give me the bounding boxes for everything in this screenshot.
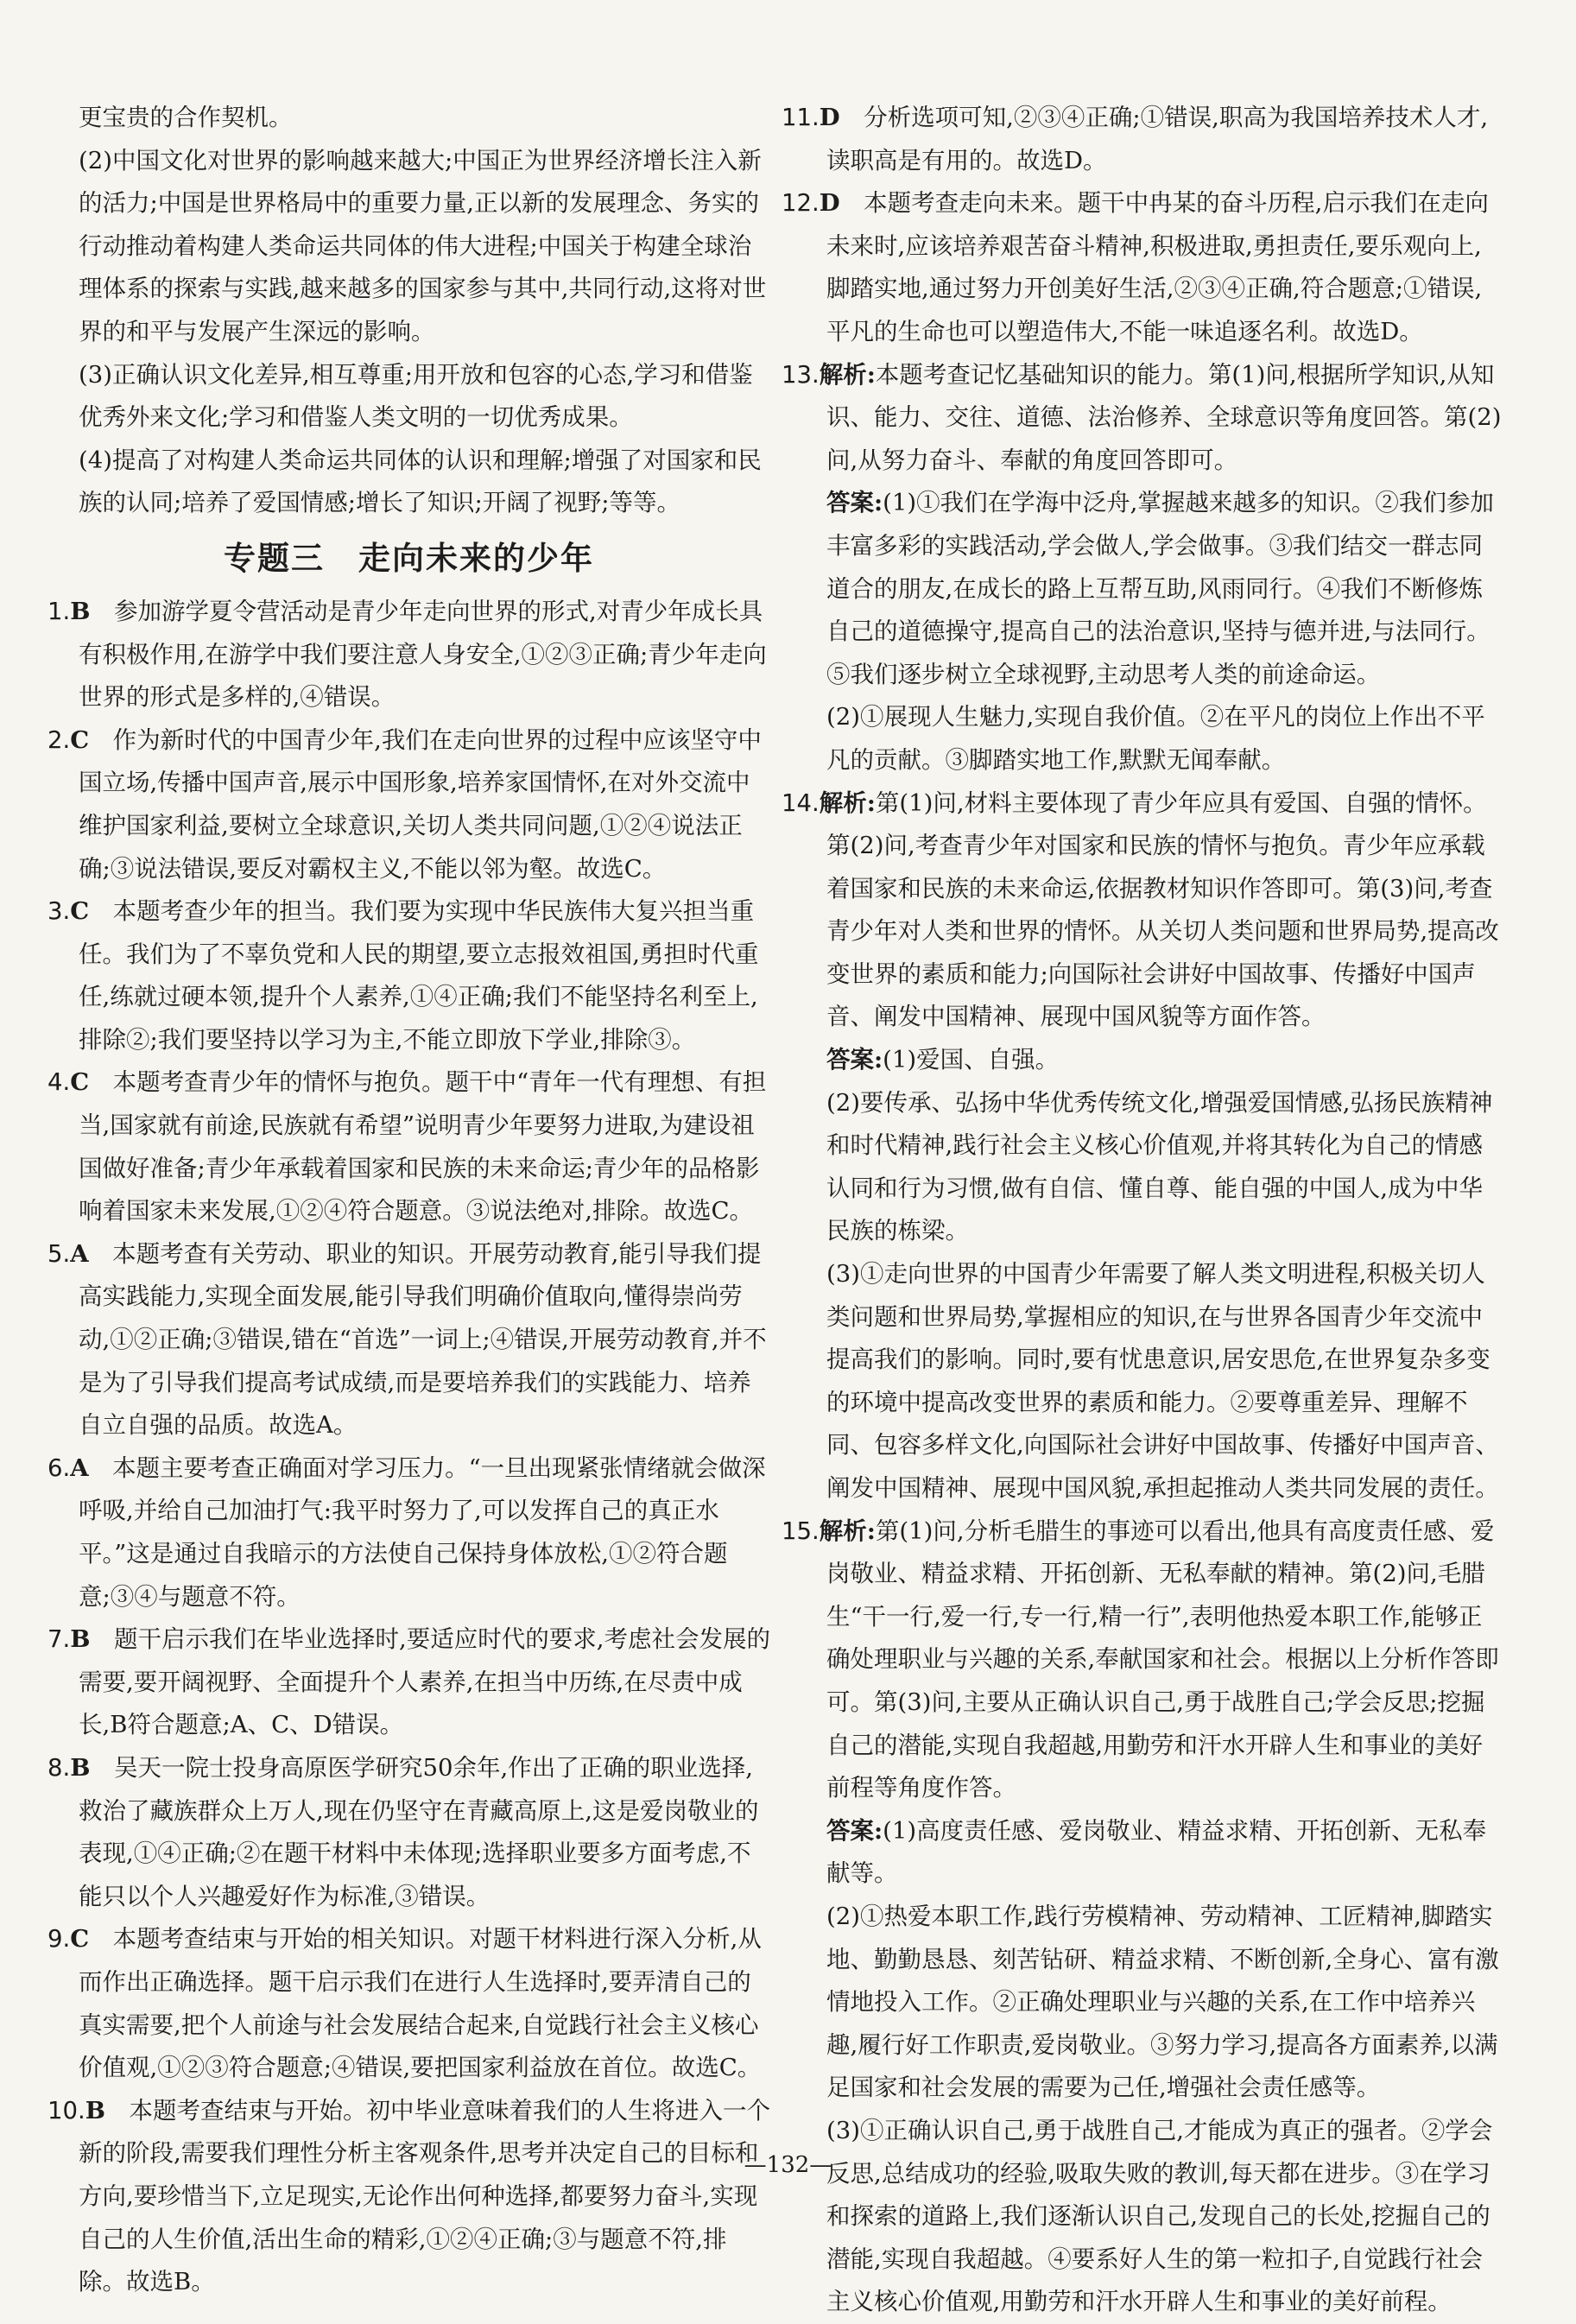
question-1: [47, 591, 770, 719]
answer-letter: B: [70, 1625, 91, 1654]
question-11: [782, 97, 1503, 182]
intro-continuation: 更宝贵的合作契机。: [79, 104, 293, 131]
question-number: 14.: [782, 788, 820, 817]
answer-letter: C: [70, 1925, 90, 1954]
question-14-answer-part: (2)要传承、弘扬中华优秀传统文化,增强爱国情感,弘扬民族精神和时代精神,践行社会主义核心价值观,并将其转化为自己的情感认同和行为习惯,做有自信、懂自尊、能自强的中国人,成为中华民族的栋梁。: [826, 1088, 1493, 1245]
analysis-text: 第(1)问,分析毛腊生的事迹可以看出,他具有高度责任感、爱岗敬业、精益求精、开拓创新、无私奉献的精神。第(2)问,毛腊生“干一行,爱一行,专一行,精一行”,表明他热爱本职工作,能够正确处理职业与兴趣的关系,奉献国家和社会。根据以上分析作答即可。第(3)问,主要从正确认识自己,勇于战胜自己;学会反思;挖掘自己的潜能,实现自我超越,用勤劳和汗水开辟人生和事业的美好前程等角度作答。: [826, 1517, 1499, 1802]
question-2: [47, 719, 770, 890]
question-15-answer-part: (2)①热爱本职工作,践行劳模精神、劳动精神、工匠精神,脚踏实地、勤勤恳恳、刻苦钻研、精益求精、不断创新,全身心、富有激情地投入工作。②正确处理职业与兴趣的关系,在工作中培养兴趣,履行好工作职责,爱岗敬业。③努力学习,提高各方面素养,以满足国家和社会发展的需要为己任,增强社会责任感等。: [826, 1902, 1499, 2102]
question-number: 9.: [47, 1925, 71, 1954]
left-column: [47, 97, 770, 2304]
question-text: 本题考查青少年的情怀与抱负。题干中“青年一代有理想、有担当,国家就有前途,民族就有希望”说明青少年要努力进取,为建设祖国做好准备;青少年承载着国家和民族的未来命运;青少年的品格影响着国家未来发展,①②④符合题意。③说法绝对,排除。故选C。: [79, 1068, 767, 1225]
intro-item-4: (4)提高了对构建人类命运共同体的认识和理解;增强了对国家和民族的认同;培养了爱国情感;增长了知识;开阔了视野;等等。: [79, 446, 762, 517]
question-number: 6.: [47, 1453, 71, 1482]
question-text: 本题考查有关劳动、职业的知识。开展劳动教育,能引导我们提高实践能力,实现全面发展,能引导我们明确价值取向,懂得崇尚劳动,①②正确;③错误,错在“首选”一词上;④错误,开展劳动教育,并不是为了引导我们提高考试成绩,而是要培养我们的实践能力、培养自立自强的品质。故选A。: [79, 1239, 767, 1440]
question-text: 本题主要考查正确面对学习压力。“一旦出现紧张情绪就会做深呼吸,并给自己加油打气:我平时努力了,可以发挥自己的真正水平。”这是通过自我暗示的方法使自己保持身体放松,①②符合题意;③④与题意不符。: [79, 1453, 766, 1611]
question-text: 作为新时代的中国青少年,我们在走向世界的过程中应该坚守中国立场,传播中国声音,展示中国形象,培养家国情怀,在对外交流中维护国家利益,要树立全球意识,关切人类共同问题,①②④说法正确;③说法错误,要反对霸权主义,不能以邻为壑。故选C。: [79, 725, 762, 883]
question-9: [47, 1918, 770, 2089]
question-number: 1.: [47, 597, 71, 625]
answer-label: 答案:: [826, 1816, 883, 1845]
answer-letter: C: [70, 897, 90, 926]
question-15-analysis: [782, 1510, 1503, 1810]
question-4: [47, 1061, 770, 1232]
analysis-label: 解析:: [819, 1517, 876, 1545]
question-14-analysis: [782, 782, 1503, 1040]
question-number: 11.: [782, 104, 820, 131]
question-text: 吴天一院士投身高原医学研究50余年,作出了正确的职业选择,救治了藏族群众上万人,现在仍坚守在青藏高原上,这是爱岗敬业的表现,①④正确;②在题干材料中未体现;选择职业要多方面考虑,不能只以个人兴趣爱好作为标准,③错误。: [79, 1753, 759, 1910]
answer-text: (1)高度责任感、爱岗敬业、精益求精、开拓创新、无私奉献等。: [826, 1816, 1487, 1888]
answer-letter: C: [70, 725, 90, 754]
answer-letter: D: [819, 189, 840, 218]
question-10: [47, 2090, 770, 2304]
question-text: 本题考查少年的担当。我们要为实现中华民族伟大复兴担当重任。我们为了不辜负党和人民的期望,要立志报效祖国,勇担时代重任,练就过硬本领,提升个人素养,①④正确;我们不能坚持名利至上,排除②;我们要坚持以学习为主,不能立即放下学业,排除③。: [79, 897, 759, 1054]
question-13-answer-part: (2)①展现人生魅力,实现自我价值。②在平凡的岗位上作出不平凡的贡献。③脚踏实地工作,默默无闻奉献。: [826, 703, 1485, 774]
question-number: 8.: [47, 1753, 71, 1782]
question-number: 5.: [47, 1239, 71, 1268]
question-text: 分析选项可知,②③④正确;①错误,职高为我国培养技术人才,读职高是有用的。故选D。: [826, 104, 1489, 174]
question-15-answer: [782, 1810, 1503, 1896]
analysis-text: 本题考查记忆基础知识的能力。第(1)问,根据所学知识,从知识、能力、交往、道德、法治修养、全球意识等角度回答。第(2)问,从努力奋斗、奉献的角度回答即可。: [826, 360, 1502, 474]
answer-letter: A: [70, 1239, 89, 1268]
question-number: 12.: [782, 189, 820, 218]
question-number: 4.: [47, 1068, 71, 1097]
question-15-answer-part: (3)①正确认识自己,勇于战胜自己,才能成为真正的强者。②学会反思,总结成功的经验,吸取失败的教训,每天都在进步。③在学习和探索的道路上,我们逐渐认识自己,发现自己的长处,挖掘自己的潜能,实现自我超越。④要系好人生的第一粒扣子,自觉践行社会主义核心价值观,用勤劳和汗水开辟人生和事业的美好前程。: [826, 2116, 1493, 2316]
answer-letter: B: [85, 2096, 105, 2125]
right-column: [782, 97, 1503, 2324]
answer-letter: C: [70, 1068, 90, 1097]
intro-item-3: (3)正确认识文化差异,相互尊重;用开放和包容的心态,学习和借鉴优秀外来文化;学习和借鉴人类文明的一切优秀成果。: [79, 360, 753, 432]
question-7: [47, 1618, 770, 1747]
question-number: 13.: [782, 360, 820, 389]
analysis-label: 解析:: [819, 360, 876, 389]
intro-item-2: (2)中国文化对世界的影响越来越大;中国正为世界经济增长注入新的活力;中国是世界格局中的重要力量,正以新的发展理念、务实的行动推动着构建人类命运共同体的伟大进程;中国关于构建全球治理体系的探索与实践,越来越多的国家参与其中,共同行动,这将对世界的和平与发展产生深远的影响。: [79, 146, 767, 345]
question-text: 本题考查结束与开始的相关知识。对题干材料进行深入分析,从而作出正确选择。题干启示我们在进行人生选择时,要弄清自己的真实需要,把个人前途与社会发展结合起来,自觉践行社会主义核心价值观,①②③符合题意;④错误,要把国家利益放在首位。故选C。: [79, 1925, 762, 2082]
question-text: 本题考查走向未来。题干中冉某的奋斗历程,启示我们在走向未来时,应该培养艰苦奋斗精神,积极进取,勇担责任,要乐观向上,脚踏实地,通过努力开创美好生活,②③④正确,符合题意;①错误,平凡的生命也可以塑造伟大,不能一味追逐名利。故选D。: [826, 189, 1489, 345]
question-text: 题干启示我们在毕业选择时,要适应时代的要求,考虑社会发展的需要,要开阔视野、全面提升个人素养,在担当中历练,在尽责中成长,B符合题意;A、C、D错误。: [79, 1625, 770, 1739]
question-12: [782, 182, 1503, 353]
answer-letter: B: [70, 597, 91, 625]
question-13-answer: [782, 482, 1503, 696]
question-5: [47, 1233, 770, 1447]
question-text: 本题考查结束与开始。初中毕业意味着我们的人生将进入一个新的阶段,需要我们理性分析主客观条件,思考并决定自己的目标和方向,要珍惜当下,立足现实,无论作出何种选择,都要努力奋斗,实现自己的人生价值,活出生命的精彩,①②④正确;③与题意不符,排除。故选B。: [79, 2096, 770, 2296]
question-number: 3.: [47, 897, 71, 926]
question-8: [47, 1747, 770, 1918]
answer-text: (1)爱国、自强。: [883, 1046, 1060, 1074]
question-number: 10.: [47, 2096, 85, 2125]
question-text: 参加游学夏令营活动是青少年走向世界的形式,对青少年成长具有积极作用,在游学中我们要注意人身安全,①②③正确;青少年走向世界的形式是多样的,④错误。: [79, 597, 767, 712]
analysis-label: 解析:: [819, 788, 876, 817]
question-14-answer: [782, 1039, 1503, 1082]
answer-label: 答案:: [826, 489, 883, 517]
question-number: 15.: [782, 1517, 820, 1545]
answer-letter: A: [70, 1453, 89, 1482]
section-title: 专题三 走向未来的少年: [224, 539, 594, 577]
question-3: [47, 890, 770, 1061]
answer-text: (1)①我们在学海中泛舟,掌握越来越多的知识。②我们参加丰富多彩的实践活动,学会做人,学会做事。③我们结交一群志同道合的朋友,在成长的路上互帮互助,风雨同行。④我们不断修炼自己的道德操守,提高自己的法治意识,坚持与德并进,与法同行。⑤我们逐步树立全球视野,主动思考人类的前途命运。: [826, 489, 1494, 688]
question-13-analysis: [782, 354, 1503, 483]
question-14-answer-part: (3)①走向世界的中国青少年需要了解人类文明进程,积极关切人类问题和世界局势,掌握相应的知识,在与世界各国青少年交流中提高我们的影响。同时,要有忧患意识,居安思危,在世界复杂多变的环境中提高改变世界的素质和能力。②要尊重差异、理解不同、包容多样文化,向国际社会讲好中国故事、传播好中国声音、阐发中国精神、展现中国风貌,承担起推动人类共同发展的责任。: [826, 1260, 1499, 1502]
answer-label: 答案:: [826, 1046, 883, 1074]
question-number: 7.: [47, 1625, 71, 1654]
page-number: —132—: [744, 2152, 832, 2178]
answer-letter: D: [819, 104, 840, 131]
answer-letter: B: [70, 1753, 91, 1782]
analysis-text: 第(1)问,材料主要体现了青少年应具有爱国、自强的情怀。第(2)问,考查青少年对国家和民族的情怀与抱负。青少年应承载着国家和民族的未来命运,依据教材知识作答即可。第(3)问,考查青少年对人类和世界的情怀。从关切人类问题和世界局势,提高改变世界的素质和能力;向国际社会讲好中国故事、传播好中国声音、阐发中国精神、展现中国风貌等方面作答。: [826, 788, 1499, 1031]
question-number: 2.: [47, 725, 71, 754]
question-6: [47, 1447, 770, 1618]
